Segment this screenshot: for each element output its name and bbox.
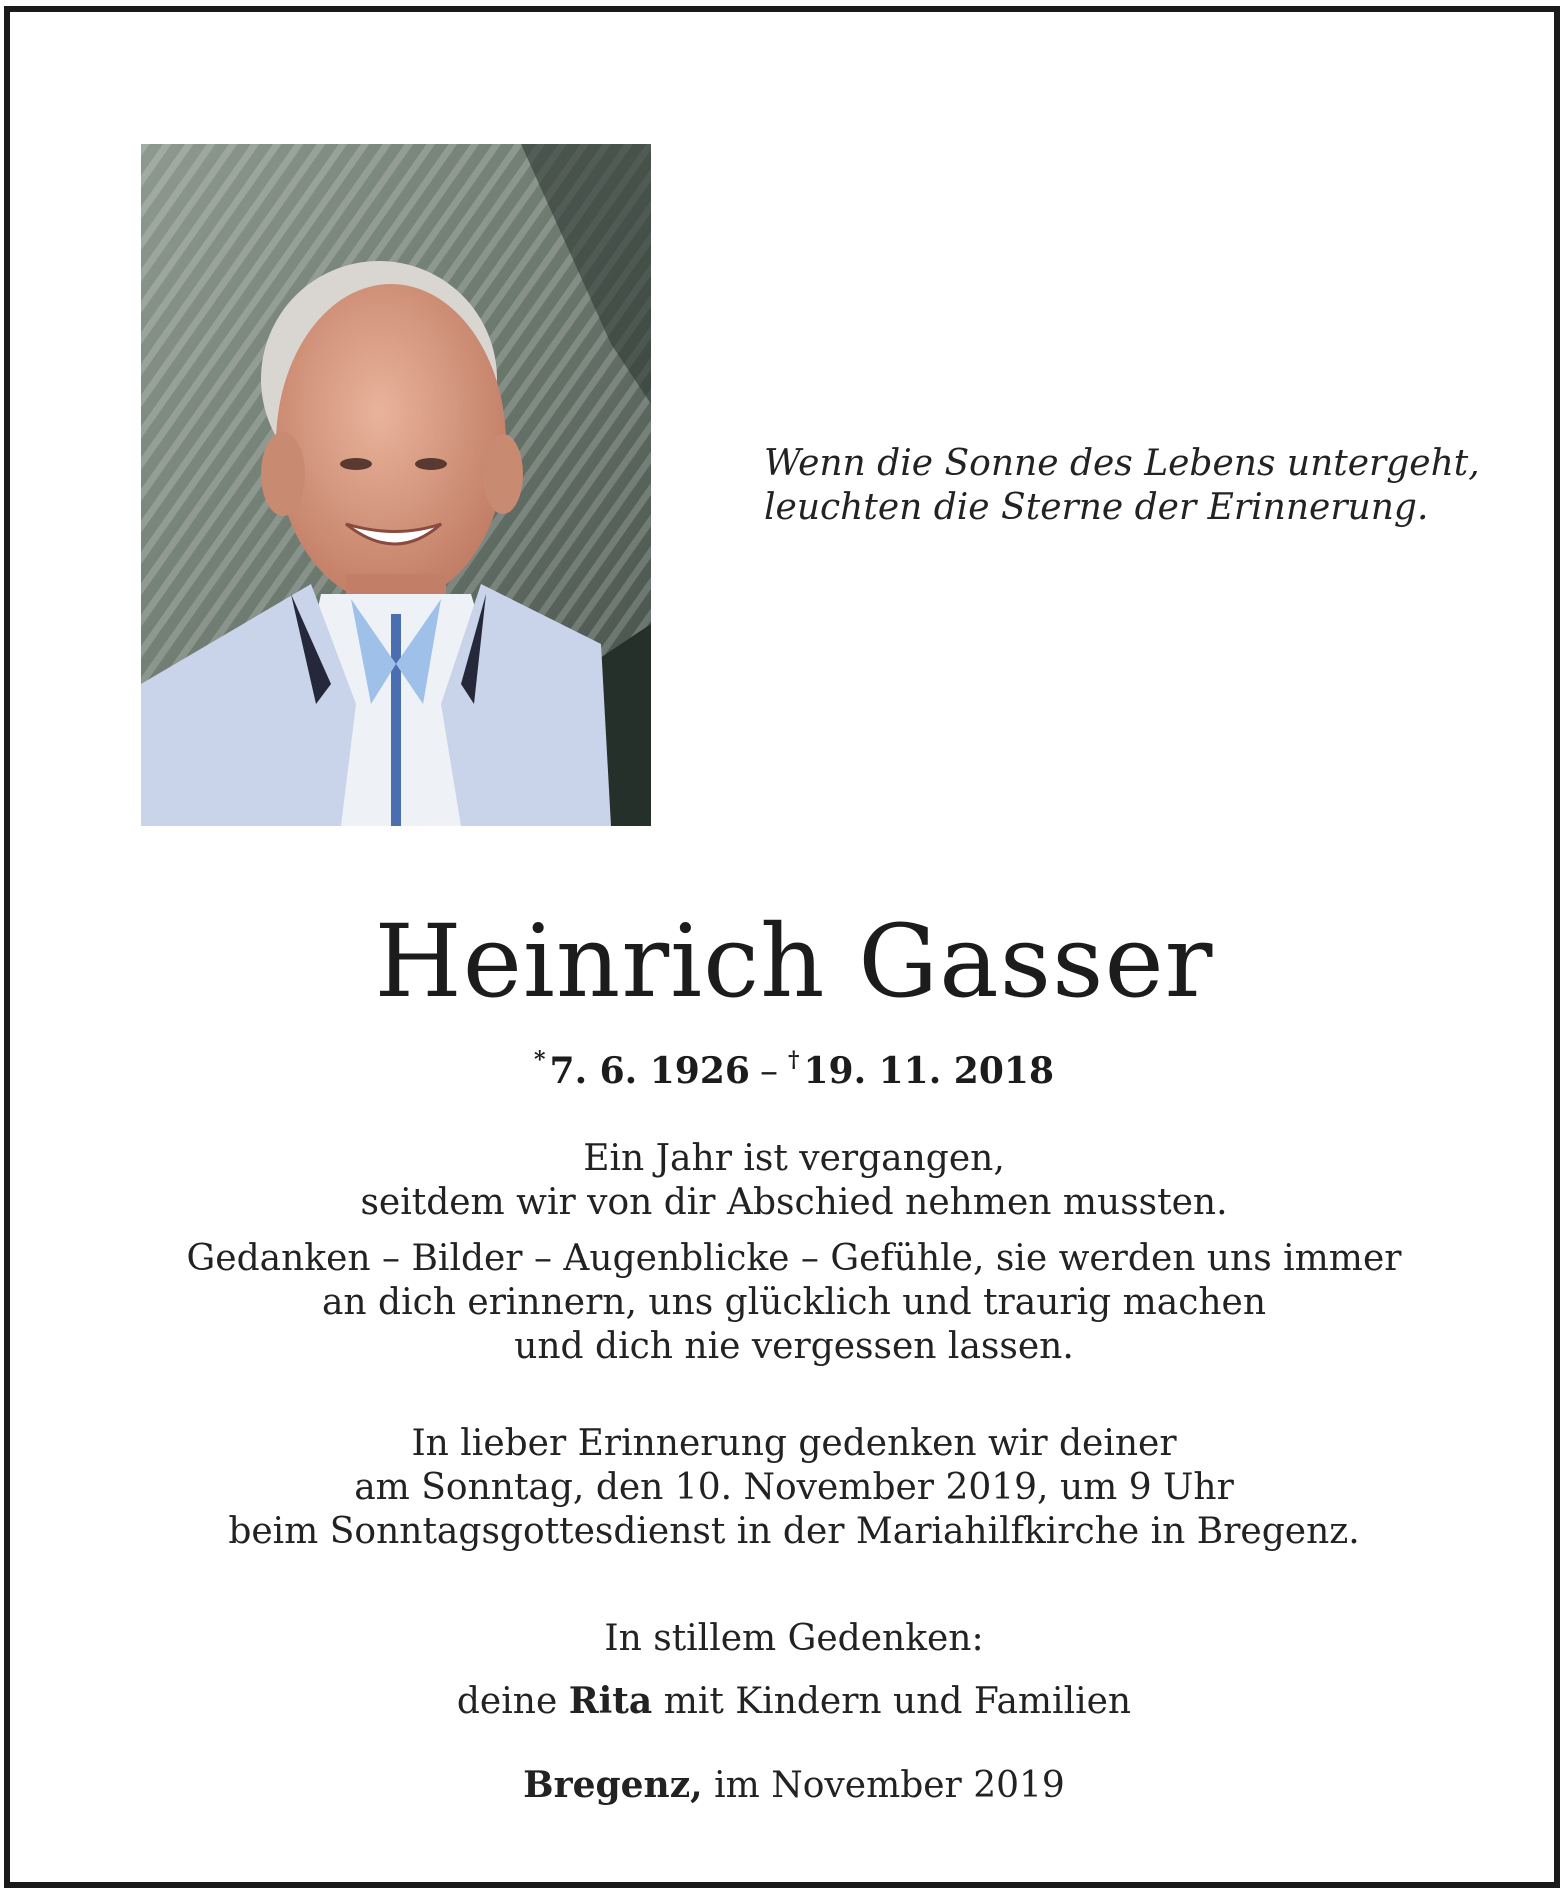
- birth-symbol: *: [534, 1047, 546, 1073]
- place: Bregenz,: [523, 1764, 703, 1806]
- quote-line-2: leuchten die Sterne der Erinnerung.: [764, 487, 1429, 528]
- closing-person: Rita: [568, 1680, 653, 1722]
- birth-date: 7. 6. 1926: [549, 1050, 750, 1092]
- life-dates: [10, 1037, 1568, 1095]
- closing-signature: [10, 1607, 1568, 1733]
- place-date-line: [10, 1762, 1568, 1809]
- text-line: In lieber Erinnerung gedenken wir deiner: [411, 1423, 1177, 1464]
- quote-line-1: Wenn die Sonne des Lebens untergeht,: [764, 443, 1480, 484]
- deceased-name: Heinrich Gasser: [374, 903, 1214, 1020]
- death-date: 19. 11. 2018: [803, 1050, 1054, 1092]
- death-symbol: †: [787, 1047, 800, 1073]
- closing-suffix: mit Kindern und Familien: [663, 1681, 1132, 1722]
- closing-line-2: [10, 1670, 1568, 1733]
- obituary-frame: [4, 6, 1560, 1888]
- remembrance-text: [10, 1237, 1568, 1369]
- text-line: beim Sonntagsgottesdienst in der Mariahilfkirche in Bregenz.: [228, 1511, 1360, 1552]
- text-line: an dich erinnern, uns glücklich und traurig machen: [321, 1282, 1267, 1323]
- anniversary-text: [10, 1137, 1568, 1225]
- place-date: [10, 1762, 1568, 1809]
- service-announcement: [10, 1422, 1568, 1554]
- portrait-photo: [141, 144, 651, 826]
- date-separator: –: [759, 1051, 778, 1092]
- memorial-quote: [764, 442, 1480, 530]
- text-line: seitdem wir von dir Abschied nehmen mussten.: [360, 1182, 1228, 1223]
- text-line: Ein Jahr ist vergangen,: [583, 1138, 1005, 1179]
- closing-prefix: deine: [456, 1681, 558, 1722]
- text-line: und dich nie vergessen lassen.: [514, 1326, 1074, 1367]
- text-line: Gedanken – Bilder – Augenblicke – Gefühle, sie werden uns immer: [186, 1238, 1402, 1279]
- date: im November 2019: [714, 1765, 1065, 1806]
- text-line: am Sonntag, den 10. November 2019, um 9 Uhr: [354, 1467, 1234, 1508]
- closing-line-1: In stillem Gedenken:: [604, 1618, 984, 1659]
